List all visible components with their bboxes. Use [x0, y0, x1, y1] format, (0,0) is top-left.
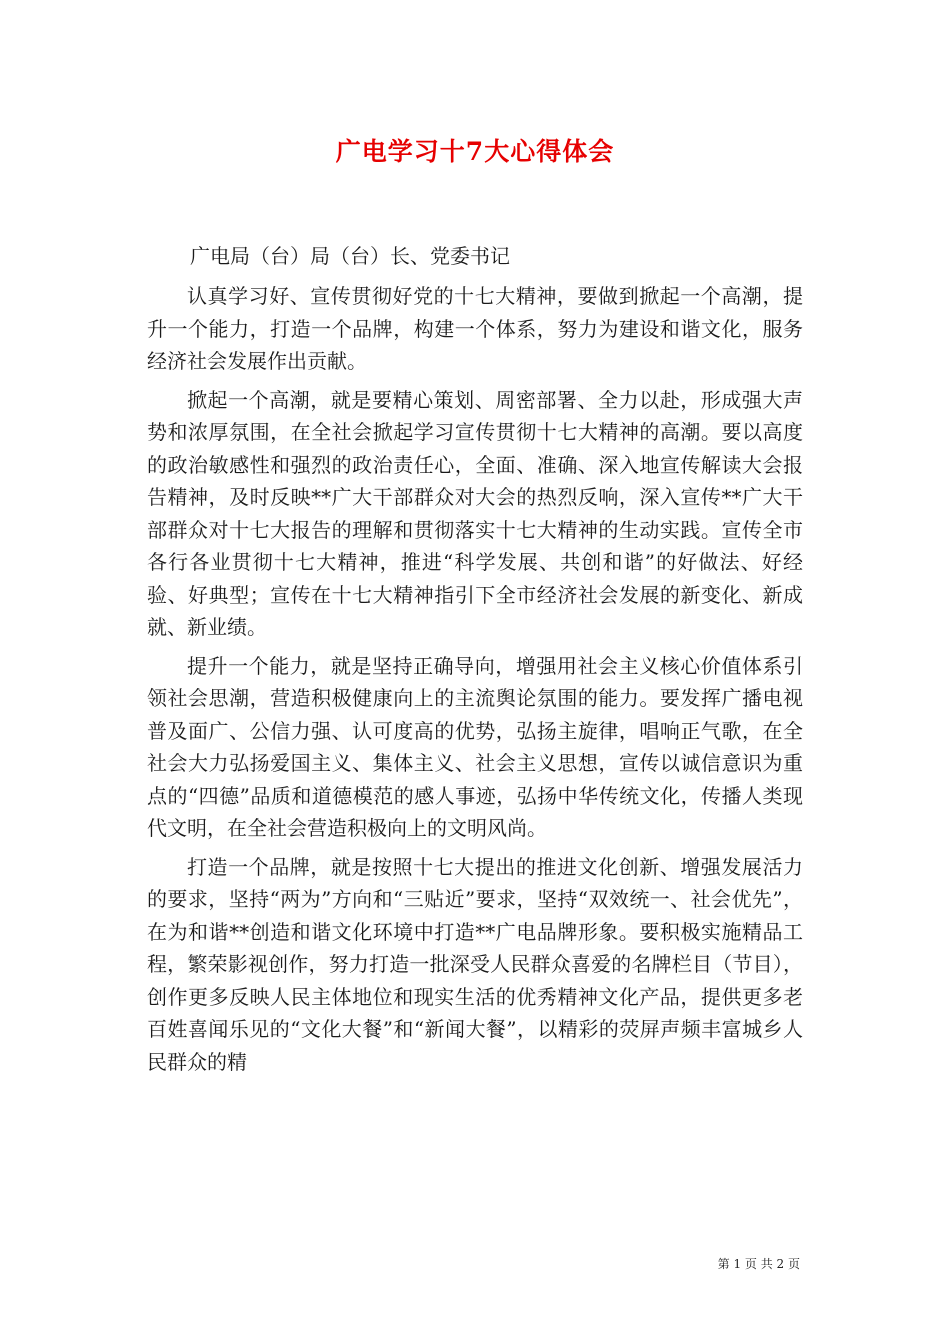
document-body [147, 280, 803, 1084]
paragraph: 提升一个能力，就是坚持正确导向，增强用社会主义核心价值体系引领社会思潮，营造积极健康向上的主流舆论氛围的能力。要发挥广播电视普及面广、公信力强、认可度高的优势，弘扬主旋律，唱响正气歌，在全社会大力弘扬爱国主义、集体主义、社会主义思想，宣传以诚信意识为重点的“四德”品质和道德模范的感人事迹，弘扬中华传统文化，传播人类现代文明，在全社会营造积极向上的文明风尚。 [147, 653, 803, 840]
author-byline: 广电局（台）局（台）长、党委书记 [190, 244, 510, 268]
paragraph: 认真学习好、宣传贯彻好党的十七大精神，要做到掀起一个高潮，提升一个能力，打造一个品牌，构建一个体系，努力为建设和谐文化，服务经济社会发展作出贡献。 [147, 284, 803, 373]
paragraph: 打造一个品牌，就是按照十七大提出的推进文化创新、增强发展活力的要求，坚持“两为”方向和“三贴近”要求，坚持“双效统一、社会优先”，在为和谐**创造和谐文化环境中打造**广电品牌形象。要积极实施精品工程，繁荣影视创作，努力打造一批深受人民群众喜爱的名牌栏目（节目），创作更多反映人民主体地位和现实生活的优秀精神文化产品，提供更多老百姓喜闻乐见的“文化大餐”和“新闻大餐”，以精彩的荧屏声频丰富城乡人民群众的精 [147, 854, 803, 1074]
page-number: 第 1 页 共 2 页 [717, 1257, 800, 1271]
page-title: 广电学习十7大心得体会 [335, 137, 615, 166]
paragraph: 掀起一个高潮，就是要精心策划、周密部署、全力以赴，形成强大声势和浓厚氛围，在全社会掀起学习宣传贯彻十七大精神的高潮。要以高度的政治敏感性和强烈的政治责任心，全面、准确、深入地宣传解读大会报告精神，及时反映**广大干部群众对大会的热烈反响，深入宣传**广大干部群众对十七大报告的理解和贯彻落实十七大精神的生动实践。宣传全市各行各业贯彻十七大精神，推进“科学发展、共创和谐”的好做法、好经验、好典型；宣传在十七大精神指引下全市经济社会发展的新变化、新成就、新业绩。 [147, 387, 803, 639]
